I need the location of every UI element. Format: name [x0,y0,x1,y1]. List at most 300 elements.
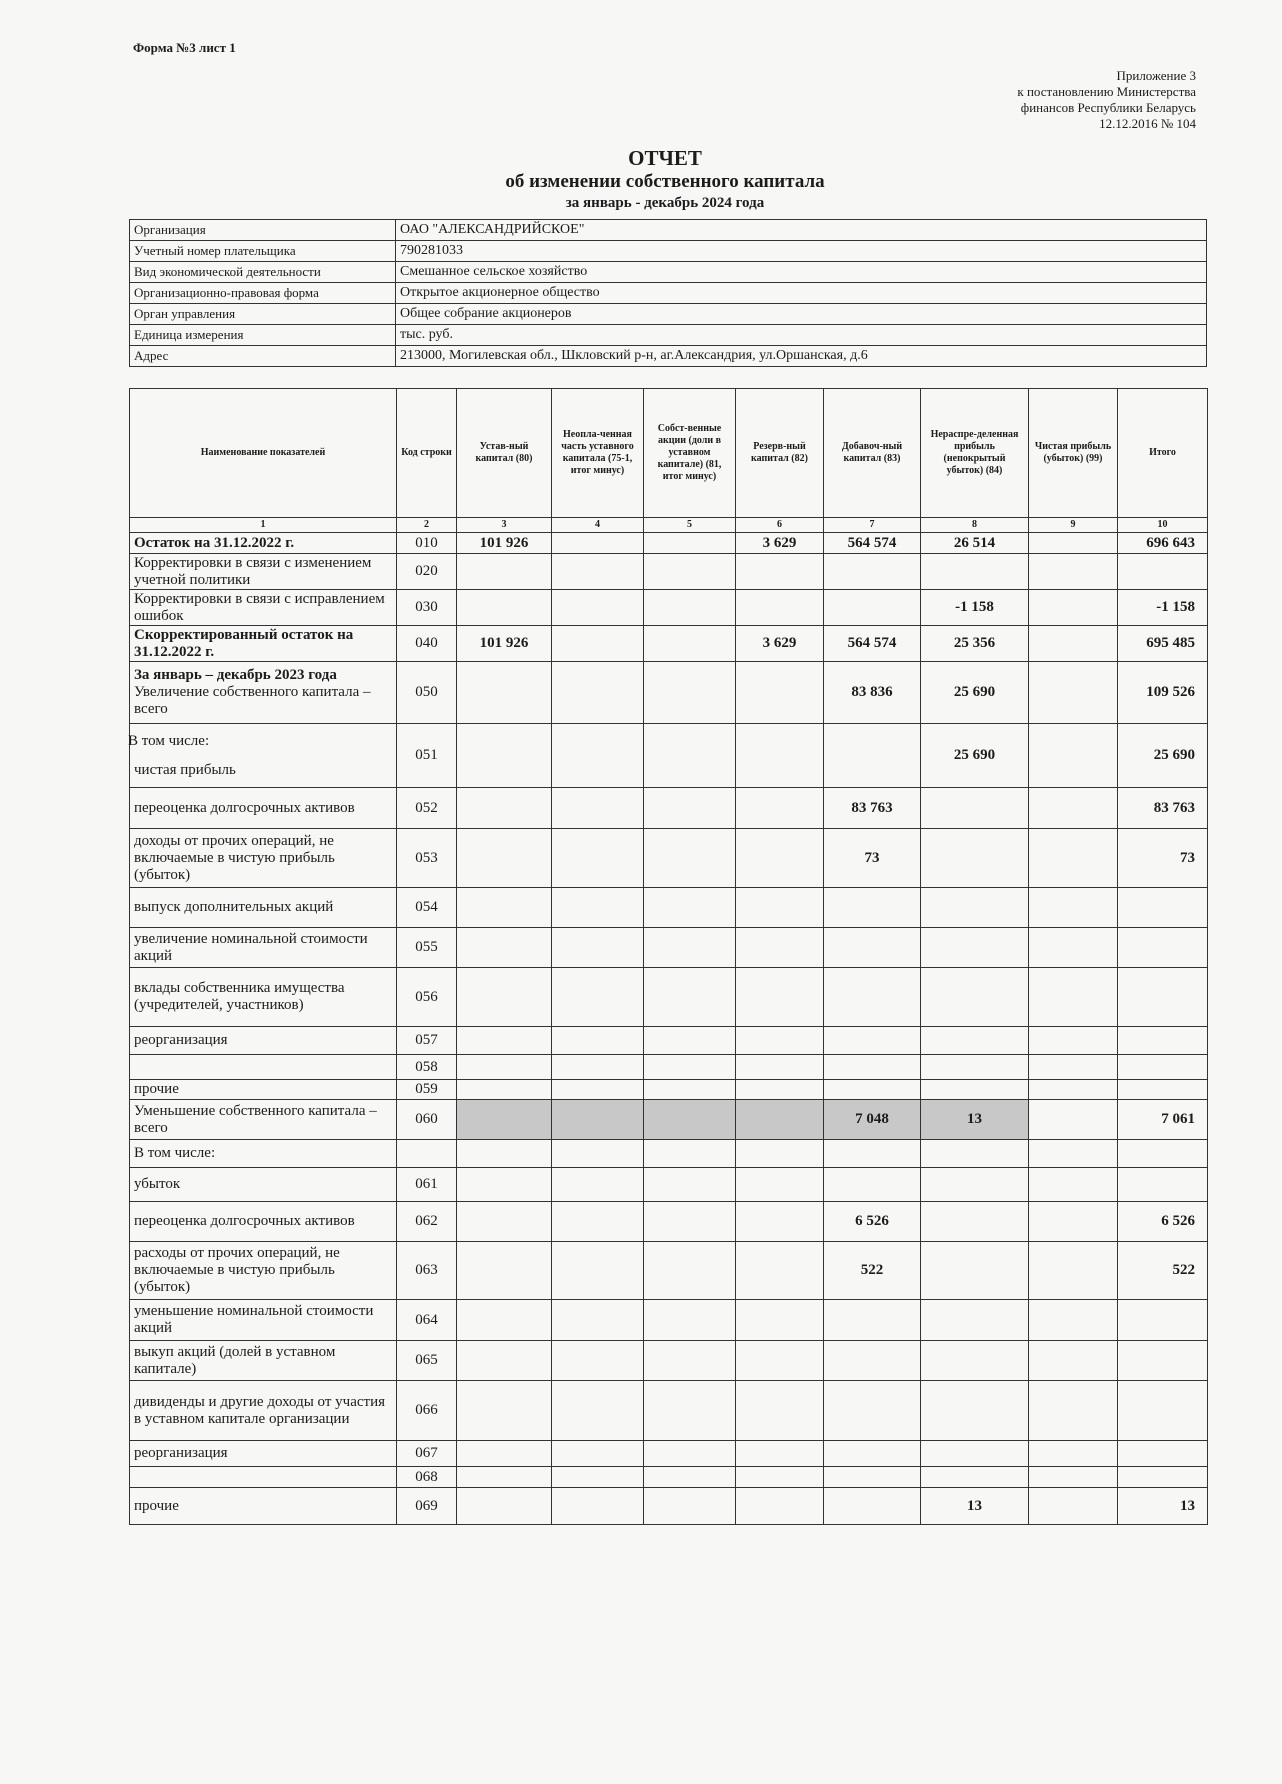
row-code: 051 [397,724,457,788]
cell-col-7: 83 763 [824,788,921,829]
cell-col-4 [552,533,644,554]
cell-col-4 [552,1381,644,1441]
subheading: В том числе: [128,732,210,749]
cell-col-10 [1118,1341,1208,1381]
cell-col-6 [736,662,824,724]
cell-col-9 [1029,928,1118,968]
table-row [130,1100,1208,1140]
cell-col-5 [644,829,736,888]
row-label: реорганизация [134,1445,228,1461]
cell-col-8 [921,1027,1029,1055]
row-name [130,788,397,829]
cell-col-6: 3 629 [736,626,824,662]
appendix-note [936,68,1196,132]
report-subtitle: об изменении собственного капитала [505,171,825,192]
cell-col-5 [644,1027,736,1055]
cell-col-10: 25 690 [1118,724,1208,788]
cell-col-6 [736,1488,824,1525]
cell-col-10 [1118,968,1208,1027]
cell-col-9 [1029,968,1118,1027]
cell-col-7 [824,888,921,928]
column-number: 10 [1118,518,1208,533]
cell-col-3: 101 926 [457,626,552,662]
appendix-line: к постановлению Министерства [1017,84,1196,99]
row-label: Увеличение собственного капитала – всего [134,684,371,717]
cell-col-6 [736,590,824,626]
table-row [130,1055,1208,1080]
cell-col-6 [736,1341,824,1381]
row-code: 057 [397,1027,457,1055]
table-row [130,1441,1208,1467]
row-label: выкуп акций (долей в уставном капитале) [134,1343,336,1377]
table-row [130,1341,1208,1381]
row-name [130,1300,397,1341]
cell-col-4 [552,1055,644,1080]
cell-col-4 [552,662,644,724]
table-row [130,1080,1208,1100]
cell-col-9 [1029,1242,1118,1300]
cell-col-7: 73 [824,829,921,888]
row-code: 053 [397,829,457,888]
cell-col-4 [552,1341,644,1381]
info-label: Орган управления [130,304,396,325]
cell-col-5 [644,533,736,554]
cell-col-6: 3 629 [736,533,824,554]
table-row [130,1488,1208,1525]
info-row [130,241,1207,262]
cell-col-7 [824,724,921,788]
row-label: Остаток на 31.12.2022 г. [134,534,295,551]
cell-col-4 [552,888,644,928]
cell-col-4 [552,829,644,888]
column-number: 3 [457,518,552,533]
cell-col-10: 109 526 [1118,662,1208,724]
cell-col-8 [921,1300,1029,1341]
info-label: Организация [130,220,396,241]
row-code: 010 [397,533,457,554]
row-label: вклады собственника имущества (учредителей, участников) [134,980,345,1013]
column-header: Чистая прибыль (убыток) (99) [1029,389,1118,518]
cell-col-7 [824,1055,921,1080]
cell-col-9 [1029,1140,1118,1168]
column-header: Итого [1118,389,1208,518]
info-label: Организационно-правовая форма [130,283,396,304]
cell-col-6 [736,1467,824,1488]
cell-col-7 [824,928,921,968]
cell-col-6 [736,724,824,788]
cell-col-9 [1029,888,1118,928]
cell-col-7 [824,1467,921,1488]
cell-col-9 [1029,1202,1118,1242]
row-label: увеличение номинальной стоимости акций [134,930,368,964]
cell-col-8 [921,968,1029,1027]
equity-changes-table [129,388,1208,1525]
info-row [130,325,1207,346]
cell-col-6 [736,1100,824,1140]
cell-col-6 [736,1168,824,1202]
cell-col-5 [644,662,736,724]
cell-col-8: 13 [921,1488,1029,1525]
cell-col-9 [1029,829,1118,888]
cell-col-8 [921,829,1029,888]
info-label: Вид экономической деятельности [130,262,396,283]
table-row [130,1300,1208,1341]
cell-col-7 [824,1027,921,1055]
cell-col-7 [824,1168,921,1202]
info-row [130,220,1207,241]
cell-col-5 [644,626,736,662]
appendix-line: 12.12.2016 № 104 [1099,116,1196,131]
row-label: Уменьшение собственного капитала – всего [134,1102,377,1136]
row-name [130,1467,397,1488]
appendix-line: финансов Республики Беларусь [1020,100,1196,115]
row-code: 050 [397,662,457,724]
cell-col-7: 7 048 [824,1100,921,1140]
cell-col-7 [824,1140,921,1168]
cell-col-3 [457,1080,552,1100]
cell-col-3 [457,1488,552,1525]
cell-col-8 [921,928,1029,968]
cell-col-4 [552,626,644,662]
table-row [130,724,1208,788]
row-code: 069 [397,1488,457,1525]
cell-col-9 [1029,590,1118,626]
row-name [130,928,397,968]
row-name [130,1488,397,1525]
cell-col-10 [1118,1467,1208,1488]
info-value: тыс. руб. [396,325,1207,346]
cell-col-10 [1118,1027,1208,1055]
cell-col-3 [457,829,552,888]
cell-col-4 [552,1467,644,1488]
cell-col-6 [736,1300,824,1341]
cell-col-5 [644,1100,736,1140]
cell-col-3 [457,1467,552,1488]
cell-col-4 [552,1488,644,1525]
cell-col-8 [921,1202,1029,1242]
cell-col-5 [644,968,736,1027]
row-name [130,554,397,590]
cell-col-4 [552,724,644,788]
cell-col-7: 83 836 [824,662,921,724]
appendix-line: Приложение 3 [1116,68,1196,83]
cell-col-7: 564 574 [824,533,921,554]
cell-col-3 [457,1300,552,1341]
cell-col-9 [1029,533,1118,554]
cell-col-4 [552,1202,644,1242]
table-row [130,662,1208,724]
cell-col-5 [644,554,736,590]
cell-col-4 [552,1080,644,1100]
cell-col-9 [1029,1488,1118,1525]
cell-col-6 [736,788,824,829]
cell-col-9 [1029,1467,1118,1488]
cell-col-9 [1029,1341,1118,1381]
cell-col-10: 13 [1118,1488,1208,1525]
cell-col-5 [644,928,736,968]
cell-col-6 [736,888,824,928]
column-number: 7 [824,518,921,533]
row-label: убыток [134,1176,181,1192]
cell-col-10: 696 643 [1118,533,1208,554]
cell-col-9 [1029,724,1118,788]
cell-col-3 [457,968,552,1027]
column-number: 5 [644,518,736,533]
cell-col-9 [1029,788,1118,829]
info-row [130,262,1207,283]
cell-col-4 [552,1300,644,1341]
row-label: реорганизация [134,1032,228,1048]
table-row [130,626,1208,662]
cell-col-7 [824,1381,921,1441]
cell-col-8 [921,1242,1029,1300]
cell-col-3 [457,590,552,626]
cell-col-3 [457,1055,552,1080]
row-name [130,1027,397,1055]
cell-col-6 [736,554,824,590]
row-label: В том числе: [134,1145,216,1161]
row-code: 059 [397,1080,457,1100]
cell-col-3 [457,724,552,788]
cell-col-9 [1029,1100,1118,1140]
row-code: 063 [397,1242,457,1300]
cell-col-6 [736,1080,824,1100]
cell-col-4 [552,788,644,829]
column-header: Неопла-ченная часть уставного капитала (75-1, итог минус) [552,389,644,518]
row-label: доходы от прочих операций, не включаемые в чистую прибыль (убыток) [134,832,335,883]
cell-col-3 [457,928,552,968]
cell-col-4 [552,1027,644,1055]
form-label: Форма №3 лист 1 [133,40,236,55]
cell-col-8 [921,1341,1029,1381]
info-label: Учетный номер плательщика [130,241,396,262]
cell-col-3 [457,662,552,724]
cell-col-10 [1118,928,1208,968]
cell-col-5 [644,1242,736,1300]
cell-col-4 [552,1100,644,1140]
cell-col-7 [824,1300,921,1341]
column-header: Собст-венные акции (доли в уставном капитале) (81, итог минус) [644,389,736,518]
cell-col-10: 6 526 [1118,1202,1208,1242]
row-code: 054 [397,888,457,928]
table-row [130,590,1208,626]
cell-col-5 [644,1055,736,1080]
cell-col-5 [644,888,736,928]
row-label: Корректировки в связи с исправлением ошибок [134,590,385,624]
cell-col-10 [1118,1441,1208,1467]
row-name [130,626,397,662]
table-row [130,968,1208,1027]
cell-col-3 [457,1242,552,1300]
cell-col-10: 522 [1118,1242,1208,1300]
row-code: 020 [397,554,457,590]
cell-col-7 [824,554,921,590]
info-row [130,346,1207,367]
cell-col-8: 25 356 [921,626,1029,662]
table-row [130,1168,1208,1202]
cell-col-10 [1118,1055,1208,1080]
cell-col-9 [1029,1300,1118,1341]
table-row [130,1027,1208,1055]
row-name [130,1080,397,1100]
cell-col-8: 25 690 [921,662,1029,724]
info-label: Единица измерения [130,325,396,346]
table-row [130,1242,1208,1300]
cell-col-6 [736,1381,824,1441]
row-name [130,724,397,788]
table-row [130,1381,1208,1441]
cell-col-5 [644,1140,736,1168]
cell-col-3: 101 926 [457,533,552,554]
column-number: 2 [397,518,457,533]
cell-col-3 [457,888,552,928]
cell-col-5 [644,1341,736,1381]
row-name [130,1168,397,1202]
cell-col-7 [824,968,921,1027]
cell-col-6 [736,1140,824,1168]
table-row [130,1140,1208,1168]
cell-col-10: 73 [1118,829,1208,888]
cell-col-8: 25 690 [921,724,1029,788]
row-code: 066 [397,1381,457,1441]
cell-col-8 [921,788,1029,829]
cell-col-7: 564 574 [824,626,921,662]
info-value: Открытое акционерное общество [396,283,1207,304]
row-name [130,662,397,724]
cell-col-4 [552,1441,644,1467]
cell-col-3 [457,788,552,829]
row-code: 040 [397,626,457,662]
cell-col-8 [921,1168,1029,1202]
report-title: ОТЧЕТ [628,146,702,170]
info-label: Адрес [130,346,396,367]
cell-col-6 [736,1242,824,1300]
cell-col-10 [1118,1080,1208,1100]
row-code: 061 [397,1168,457,1202]
cell-col-5 [644,1381,736,1441]
cell-col-3 [457,1341,552,1381]
cell-col-10: 7 061 [1118,1100,1208,1140]
cell-col-7 [824,1080,921,1100]
column-header: Устав-ный капитал (80) [457,389,552,518]
row-name [130,1202,397,1242]
cell-col-7 [824,1488,921,1525]
row-label: уменьшение номинальной стоимости акций [134,1303,374,1336]
cell-col-10 [1118,554,1208,590]
cell-col-6 [736,968,824,1027]
column-number: 1 [130,518,397,533]
row-name [130,590,397,626]
row-label: Корректировки в связи с изменением учетной политики [134,554,372,588]
column-number: 8 [921,518,1029,533]
row-code: 062 [397,1202,457,1242]
cell-col-3 [457,1381,552,1441]
cell-col-10 [1118,1140,1208,1168]
cell-col-10 [1118,1381,1208,1441]
cell-col-9 [1029,1381,1118,1441]
row-name [130,1100,397,1140]
row-code: 065 [397,1341,457,1381]
cell-col-6 [736,1202,824,1242]
row-label: прочие [134,1497,179,1514]
cell-col-6 [736,928,824,968]
row-name [130,1055,397,1080]
cell-col-9 [1029,1168,1118,1202]
table-row [130,888,1208,928]
column-header: Нераспре-деленная прибыль (непокрытый убыток) (84) [921,389,1029,518]
info-row [130,283,1207,304]
cell-col-5 [644,1441,736,1467]
column-number-row [130,518,1208,533]
column-header: Код строки [397,389,457,518]
cell-col-4 [552,968,644,1027]
info-value: Смешанное сельское хозяйство [396,262,1207,283]
cell-col-8 [921,888,1029,928]
row-name [130,888,397,928]
cell-col-5 [644,1467,736,1488]
cell-col-8: -1 158 [921,590,1029,626]
row-label: дивиденды и другие доходы от участия в уставном капитале организации [134,1393,386,1427]
cell-col-8 [921,554,1029,590]
table-row [130,829,1208,888]
table-header-row [130,389,1208,518]
cell-col-9 [1029,662,1118,724]
row-label: расходы от прочих операций, не включаемые в чистую прибыль (убыток) [134,1245,340,1295]
cell-col-3 [457,1441,552,1467]
table-row [130,533,1208,554]
cell-col-4 [552,554,644,590]
cell-col-7: 522 [824,1242,921,1300]
column-number: 9 [1029,518,1118,533]
cell-col-9 [1029,1027,1118,1055]
cell-col-4 [552,1242,644,1300]
cell-col-9 [1029,554,1118,590]
cell-col-9 [1029,626,1118,662]
row-label: Скорректированный остаток на 31.12.2022 г. [134,626,354,660]
cell-col-5 [644,724,736,788]
cell-col-5 [644,788,736,829]
row-name [130,533,397,554]
cell-col-8: 26 514 [921,533,1029,554]
cell-col-10 [1118,1168,1208,1202]
row-label: прочие [134,1081,179,1097]
cell-col-5 [644,1168,736,1202]
table-row [130,1202,1208,1242]
row-code: 056 [397,968,457,1027]
info-row [130,304,1207,325]
row-name [130,968,397,1027]
row-label: чистая прибыль [134,761,236,778]
row-code: 064 [397,1300,457,1341]
row-code: 055 [397,928,457,968]
cell-col-7 [824,590,921,626]
row-code: 052 [397,788,457,829]
row-label: переоценка долгосрочных активов [134,1213,355,1229]
cell-col-9 [1029,1055,1118,1080]
organization-info-table [129,219,1207,367]
cell-col-8 [921,1441,1029,1467]
info-value: ОАО "АЛЕКСАНДРИЙСКОЕ" [396,220,1207,241]
cell-col-10 [1118,1300,1208,1341]
cell-col-6 [736,829,824,888]
cell-col-8 [921,1080,1029,1100]
column-header: Наименование показателей [130,389,397,518]
cell-col-9 [1029,1080,1118,1100]
cell-col-3 [457,1168,552,1202]
cell-col-10: 83 763 [1118,788,1208,829]
cell-col-3 [457,1202,552,1242]
row-code: 068 [397,1467,457,1488]
